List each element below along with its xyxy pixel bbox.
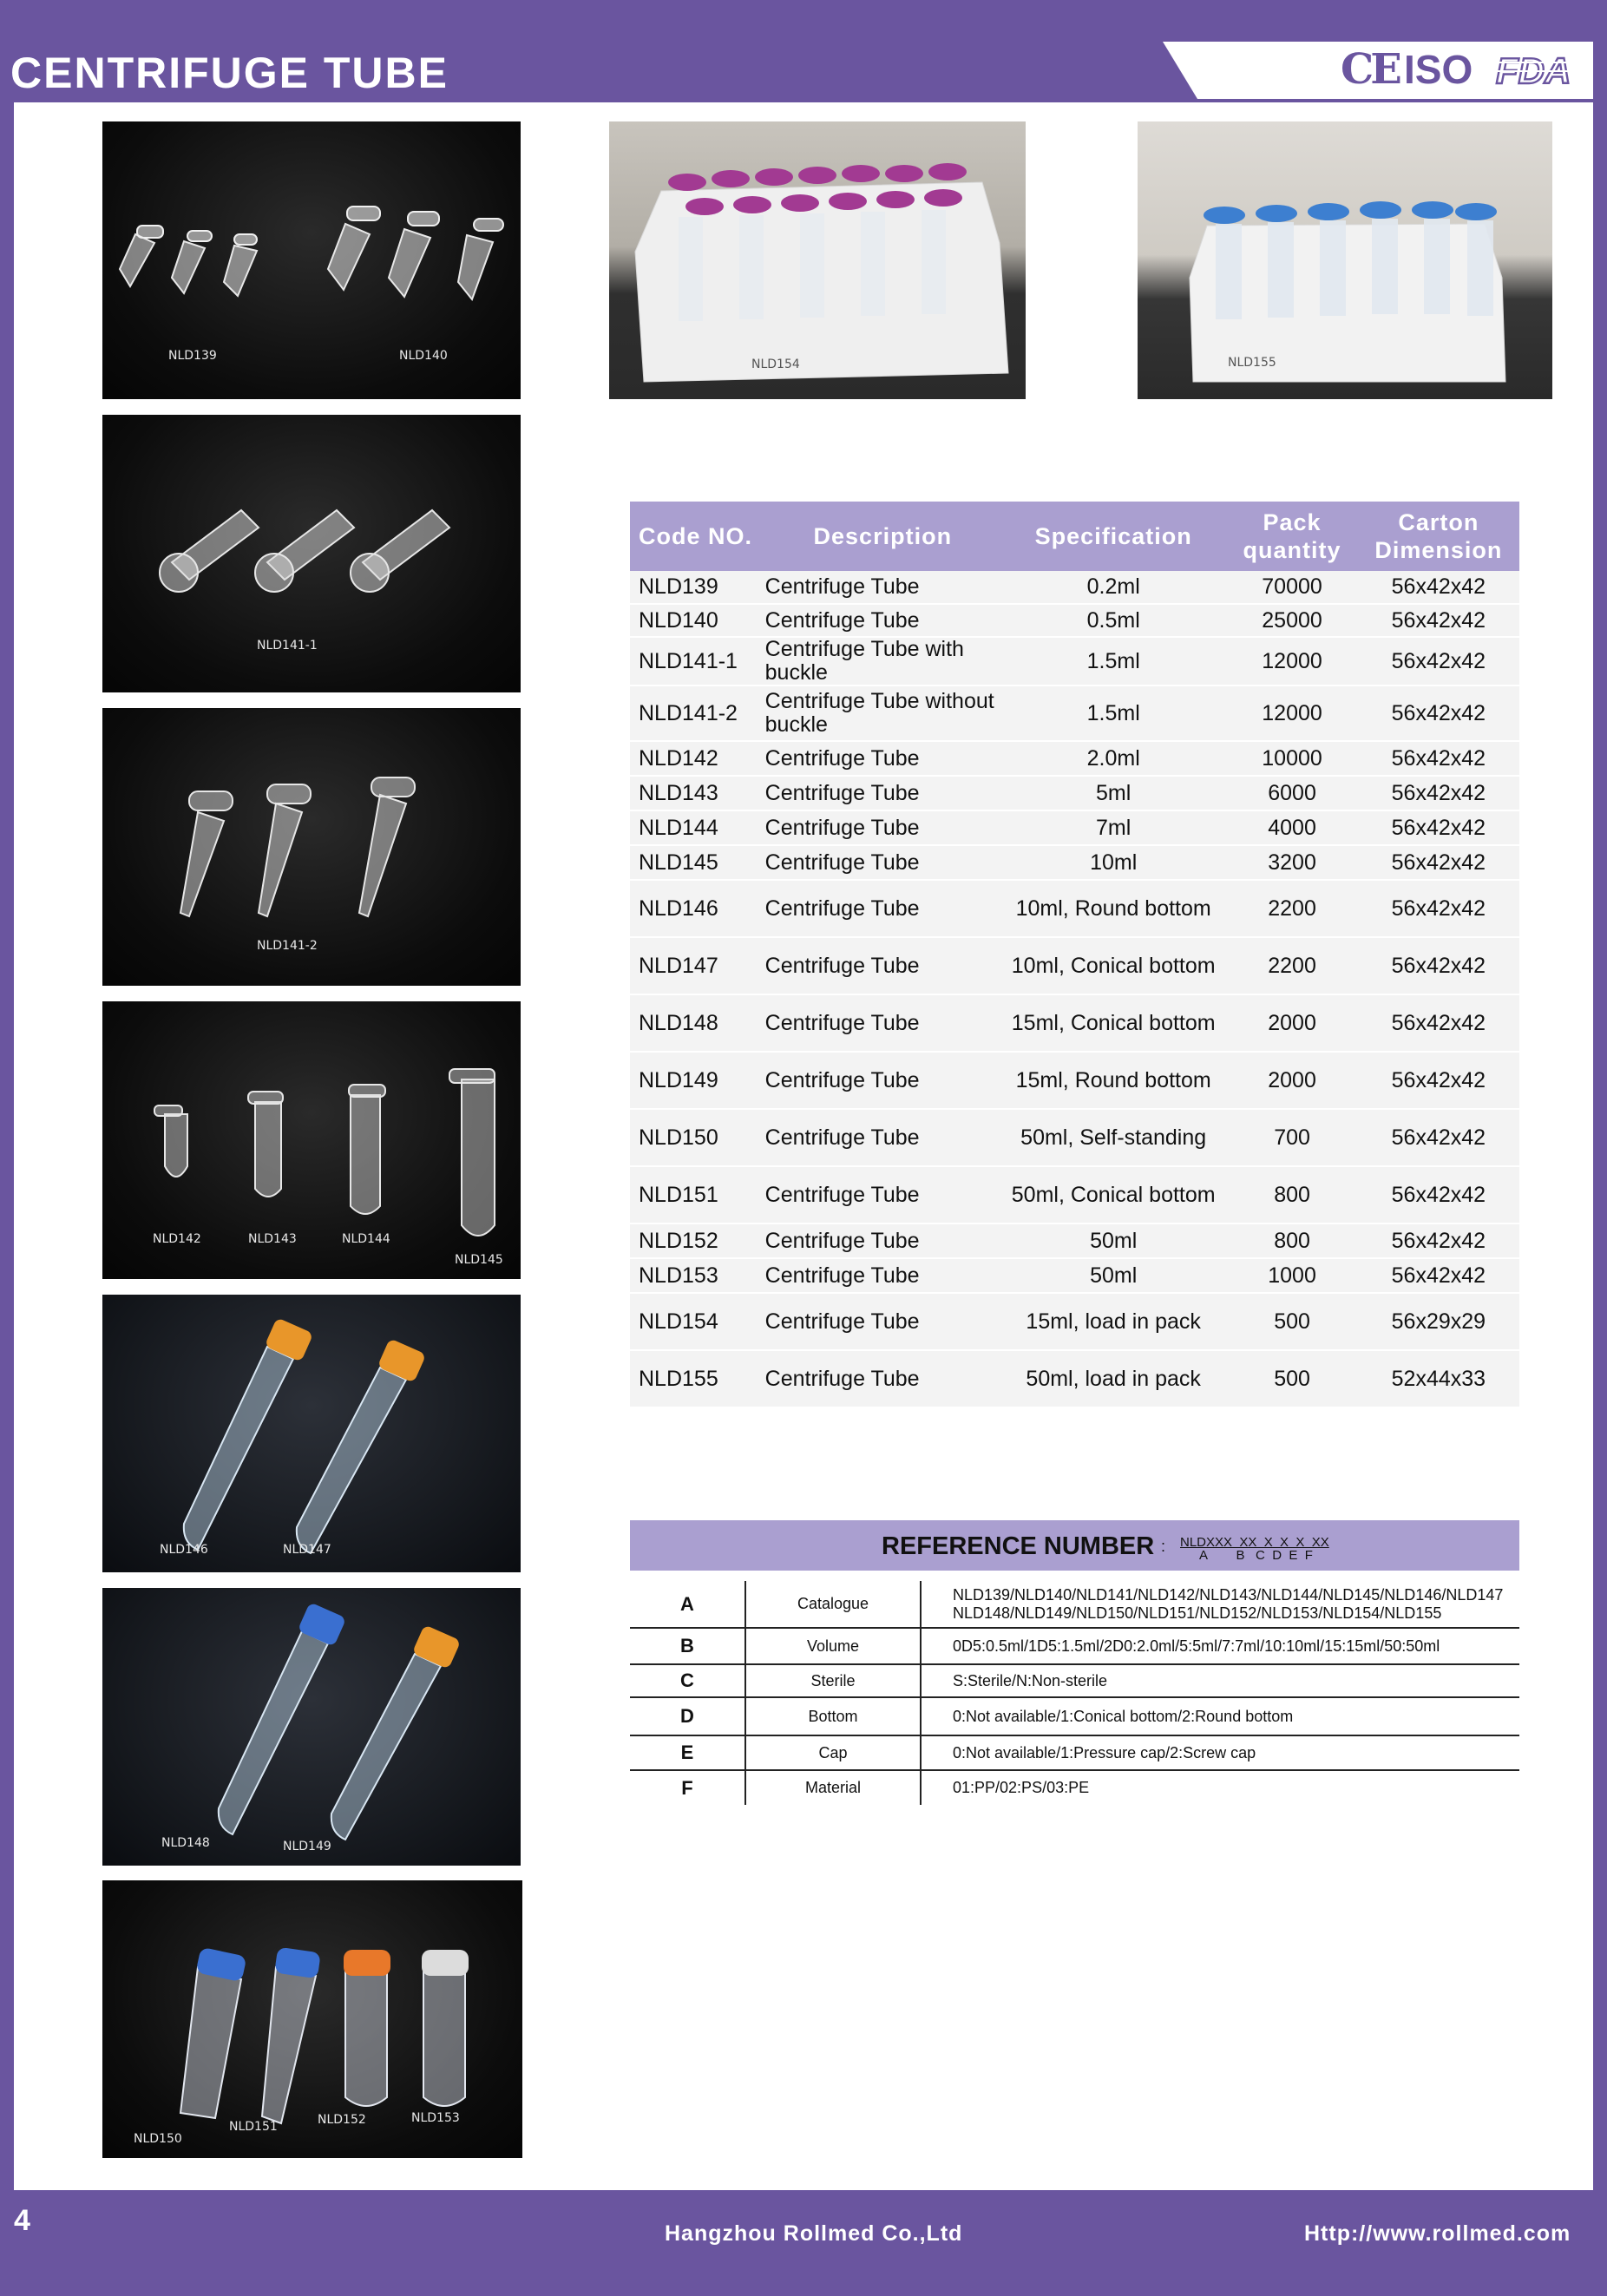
reference-row	[630, 1664, 1519, 1697]
col-description: Description	[765, 502, 1000, 571]
cell-code: NLD147	[630, 937, 765, 994]
table-row	[630, 1166, 1519, 1223]
cell-description: Centrifuge Tube	[765, 1293, 1000, 1350]
cell-description: Centrifuge Tube	[765, 741, 1000, 776]
cell-code: NLD153	[630, 1258, 765, 1293]
frame-top	[0, 0, 1607, 42]
photo-label: NLD151	[229, 2120, 278, 2134]
col-pack-quantity: Pack quantity	[1226, 502, 1357, 571]
table-header-row	[630, 502, 1519, 571]
table-row	[630, 1350, 1519, 1407]
cell-specification: 7ml	[1000, 810, 1226, 845]
photo-nld141-1	[102, 415, 521, 692]
photo-label: NLD139	[168, 349, 217, 363]
reference-field-name: Catalogue	[745, 1581, 921, 1628]
table-row	[630, 1052, 1519, 1109]
cell-description: Centrifuge Tube	[765, 1223, 1000, 1258]
reference-separator: :	[1161, 1538, 1166, 1555]
photo-nld139-nld140	[102, 121, 521, 399]
reference-field-value: 0:Not available/1:Pressure cap/2:Screw cap	[921, 1735, 1519, 1770]
photo-label: NLD150	[134, 2132, 182, 2146]
reference-letter: B	[630, 1628, 745, 1664]
cell-specification: 0.5ml	[1000, 604, 1226, 637]
photo-nld150-nld153	[102, 1880, 522, 2158]
cell-carton-dimension: 56x42x42	[1358, 810, 1519, 845]
cell-specification: 50ml	[1000, 1223, 1226, 1258]
cell-carton-dimension: 56x42x42	[1358, 845, 1519, 880]
reference-field-value: S:Sterile/N:Non-sterile	[921, 1664, 1519, 1697]
cell-code: NLD148	[630, 994, 765, 1052]
reference-letters: A B C D E F	[1199, 1548, 1313, 1563]
cell-carton-dimension: 56x42x42	[1358, 1166, 1519, 1223]
cell-pack-quantity: 25000	[1226, 604, 1357, 637]
fda-logo-icon	[1494, 49, 1584, 90]
cell-pack-quantity: 10000	[1226, 741, 1357, 776]
reference-letter: C	[630, 1664, 745, 1697]
cell-description: Centrifuge Tube	[765, 1109, 1000, 1166]
cell-specification: 50ml, load in pack	[1000, 1350, 1226, 1407]
table-row	[630, 1293, 1519, 1350]
reference-value-line: NLD139/NLD140/NLD141/NLD142/NLD143/NLD144/NLD145/NLD146/NLD147	[953, 1585, 1504, 1604]
cell-code: NLD143	[630, 776, 765, 810]
cell-pack-quantity: 800	[1226, 1223, 1357, 1258]
table-row	[630, 1223, 1519, 1258]
tube-rack-illustration	[609, 121, 1026, 399]
col-carton-dimension: Carton Dimension	[1358, 502, 1519, 571]
reference-field-name: Volume	[745, 1628, 921, 1664]
svg-text:FDA: FDA	[1496, 50, 1571, 90]
cell-carton-dimension: 56x42x42	[1358, 937, 1519, 994]
cell-pack-quantity: 2000	[1226, 1052, 1357, 1109]
cell-carton-dimension: 56x42x42	[1358, 1109, 1519, 1166]
table-row	[630, 686, 1519, 741]
cell-pack-quantity: 500	[1226, 1293, 1357, 1350]
reference-code: NLDXXX XX X X X XX	[1180, 1535, 1329, 1550]
photo-nld154	[609, 121, 1026, 399]
reference-letter: E	[630, 1735, 745, 1770]
cell-code: NLD144	[630, 810, 765, 845]
cell-code: NLD152	[630, 1223, 765, 1258]
cell-pack-quantity: 800	[1226, 1166, 1357, 1223]
cell-description: Centrifuge Tube	[765, 776, 1000, 810]
tube-rack-illustration	[1138, 121, 1552, 399]
reference-letter: D	[630, 1697, 745, 1735]
photo-label: NLD140	[399, 349, 448, 363]
cell-pack-quantity: 4000	[1226, 810, 1357, 845]
cell-carton-dimension: 56x42x42	[1358, 994, 1519, 1052]
fda-logo	[1494, 43, 1584, 95]
photo-label: NLD142	[153, 1232, 201, 1246]
cell-carton-dimension: 56x42x42	[1358, 776, 1519, 810]
cell-pack-quantity: 2000	[1226, 994, 1357, 1052]
photo-label: NLD155	[1228, 356, 1276, 370]
cell-code: NLD154	[630, 1293, 765, 1350]
cell-carton-dimension: 56x42x42	[1358, 686, 1519, 741]
cell-carton-dimension: 56x42x42	[1358, 1223, 1519, 1258]
table-row	[630, 1258, 1519, 1293]
cell-pack-quantity: 2200	[1226, 937, 1357, 994]
reference-field-name: Cap	[745, 1735, 921, 1770]
cell-code: NLD140	[630, 604, 765, 637]
ce-mark: CE	[1341, 45, 1399, 94]
photo-nld146-nld147	[102, 1295, 521, 1572]
table-row	[630, 604, 1519, 637]
cell-pack-quantity: 2200	[1226, 880, 1357, 937]
cell-description: Centrifuge Tube	[765, 571, 1000, 604]
cell-specification: 1.5ml	[1000, 637, 1226, 686]
cell-code: NLD145	[630, 845, 765, 880]
cell-pack-quantity: 500	[1226, 1350, 1357, 1407]
title-underline	[14, 99, 1593, 102]
reference-field-name: Bottom	[745, 1697, 921, 1735]
cell-carton-dimension: 56x42x42	[1358, 741, 1519, 776]
cell-description: Centrifuge Tube without buckle	[765, 686, 1000, 741]
table-row	[630, 994, 1519, 1052]
table-row	[630, 810, 1519, 845]
photo-label: NLD145	[455, 1253, 503, 1267]
cell-code: NLD155	[630, 1350, 765, 1407]
cell-specification: 1.5ml	[1000, 686, 1226, 741]
cell-description: Centrifuge Tube	[765, 937, 1000, 994]
cell-specification: 0.2ml	[1000, 571, 1226, 604]
frame-right	[1593, 0, 1607, 2296]
website-link[interactable]: Http://www.rollmed.com	[1304, 2221, 1571, 2246]
reference-letter: F	[630, 1770, 745, 1805]
photo-label: NLD144	[342, 1232, 390, 1246]
cell-pack-quantity: 70000	[1226, 571, 1357, 604]
cell-specification: 2.0ml	[1000, 741, 1226, 776]
reference-row	[630, 1581, 1519, 1628]
cell-code: NLD141-1	[630, 637, 765, 686]
cell-code: NLD149	[630, 1052, 765, 1109]
cell-code: NLD146	[630, 880, 765, 937]
table-row	[630, 776, 1519, 810]
photo-label: NLD149	[283, 1840, 331, 1853]
cell-carton-dimension: 56x42x42	[1358, 604, 1519, 637]
photo-nld142-nld145	[102, 1001, 521, 1279]
cell-carton-dimension: 56x42x42	[1358, 1258, 1519, 1293]
cell-description: Centrifuge Tube	[765, 1052, 1000, 1109]
photo-label: NLD148	[161, 1836, 210, 1850]
cell-description: Centrifuge Tube	[765, 880, 1000, 937]
table-row	[630, 741, 1519, 776]
cell-code: NLD151	[630, 1166, 765, 1223]
spec-table	[630, 502, 1519, 1408]
reference-header	[630, 1520, 1519, 1571]
reference-field-name: Material	[745, 1770, 921, 1805]
photo-nld141-2	[102, 708, 521, 986]
cell-description: Centrifuge Tube	[765, 604, 1000, 637]
cell-description: Centrifuge Tube	[765, 810, 1000, 845]
cell-specification: 5ml	[1000, 776, 1226, 810]
cell-specification: 10ml, Round bottom	[1000, 880, 1226, 937]
cell-specification: 10ml, Conical bottom	[1000, 937, 1226, 994]
photo-label: NLD153	[411, 2111, 460, 2125]
reference-field-value: 0D5:0.5ml/1D5:1.5ml/2D0:2.0ml/5:5ml/7:7ml/10:10ml/15:15ml/50:50ml	[921, 1628, 1519, 1664]
page-number: 4	[14, 2204, 30, 2237]
cell-description: Centrifuge Tube	[765, 994, 1000, 1052]
cell-description: Centrifuge Tube	[765, 1258, 1000, 1293]
cell-description: Centrifuge Tube	[765, 1350, 1000, 1407]
cell-pack-quantity: 3200	[1226, 845, 1357, 880]
reference-field-name: Sterile	[745, 1664, 921, 1697]
tube-illustration	[102, 1588, 521, 1866]
cell-pack-quantity: 12000	[1226, 637, 1357, 686]
cell-pack-quantity: 6000	[1226, 776, 1357, 810]
reference-field-value: 01:PP/02:PS/03:PE	[953, 1779, 1090, 1796]
photo-label: NLD141-2	[257, 939, 318, 953]
col-code: Code NO.	[630, 502, 765, 571]
table-row	[630, 845, 1519, 880]
reference-row	[630, 1735, 1519, 1770]
table-row	[630, 937, 1519, 994]
cell-pack-quantity: 12000	[1226, 686, 1357, 741]
reference-field-value: 0:Not available/1:Conical bottom/2:Round bottom	[921, 1697, 1519, 1735]
cell-specification: 15ml, Round bottom	[1000, 1052, 1226, 1109]
reference-table	[630, 1581, 1519, 1805]
reference-field-value	[921, 1581, 1519, 1628]
cell-specification: 15ml, load in pack	[1000, 1293, 1226, 1350]
cell-specification: 15ml, Conical bottom	[1000, 994, 1226, 1052]
photo-nld155	[1138, 121, 1552, 399]
reference-row	[630, 1770, 1519, 1805]
table-row	[630, 571, 1519, 604]
microtube-illustration	[102, 121, 521, 399]
photo-label: NLD154	[751, 358, 800, 371]
photo-label: NLD146	[160, 1543, 208, 1557]
cell-code: NLD141-2	[630, 686, 765, 741]
reference-letter: A	[630, 1581, 745, 1628]
cell-description: Centrifuge Tube	[765, 1166, 1000, 1223]
table-row	[630, 1109, 1519, 1166]
cell-description: Centrifuge Tube with buckle	[765, 637, 1000, 686]
cell-carton-dimension: 56x29x29	[1358, 1293, 1519, 1350]
photo-label: NLD141-1	[257, 639, 318, 653]
photo-label: NLD143	[248, 1232, 297, 1246]
company-name: Hangzhou Rollmed Co.,Ltd	[665, 2221, 963, 2246]
cell-carton-dimension: 56x42x42	[1358, 637, 1519, 686]
reference-row	[630, 1697, 1519, 1735]
tube-illustration	[102, 1295, 521, 1572]
cell-specification: 10ml	[1000, 845, 1226, 880]
cell-specification: 50ml, Self-standing	[1000, 1109, 1226, 1166]
cell-code: NLD150	[630, 1109, 765, 1166]
table-row	[630, 880, 1519, 937]
iso-mark: ISO	[1404, 47, 1473, 92]
cell-specification: 50ml, Conical bottom	[1000, 1166, 1226, 1223]
cell-pack-quantity: 1000	[1226, 1258, 1357, 1293]
cell-code: NLD139	[630, 571, 765, 604]
frame-left	[0, 0, 14, 2296]
col-specification: Specification	[1000, 502, 1226, 571]
cell-description: Centrifuge Tube	[765, 845, 1000, 880]
cell-carton-dimension: 56x42x42	[1358, 1052, 1519, 1109]
reference-row	[630, 1628, 1519, 1664]
table-row	[630, 637, 1519, 686]
photo-label: NLD152	[318, 2113, 366, 2127]
photo-label: NLD147	[283, 1543, 331, 1557]
reference-title: REFERENCE NUMBER	[882, 1532, 1155, 1560]
cell-specification: 50ml	[1000, 1258, 1226, 1293]
page-title: CENTRIFUGE TUBE	[10, 49, 449, 97]
cell-carton-dimension: 56x42x42	[1358, 571, 1519, 604]
cell-code: NLD142	[630, 741, 765, 776]
cell-pack-quantity: 700	[1226, 1109, 1357, 1166]
reference-value-line: NLD148/NLD149/NLD150/NLD151/NLD152/NLD153/NLD154/NLD155	[953, 1604, 1442, 1622]
cell-carton-dimension: 56x42x42	[1358, 880, 1519, 937]
photo-nld148-nld149	[102, 1588, 521, 1866]
cell-carton-dimension: 52x44x33	[1358, 1350, 1519, 1407]
